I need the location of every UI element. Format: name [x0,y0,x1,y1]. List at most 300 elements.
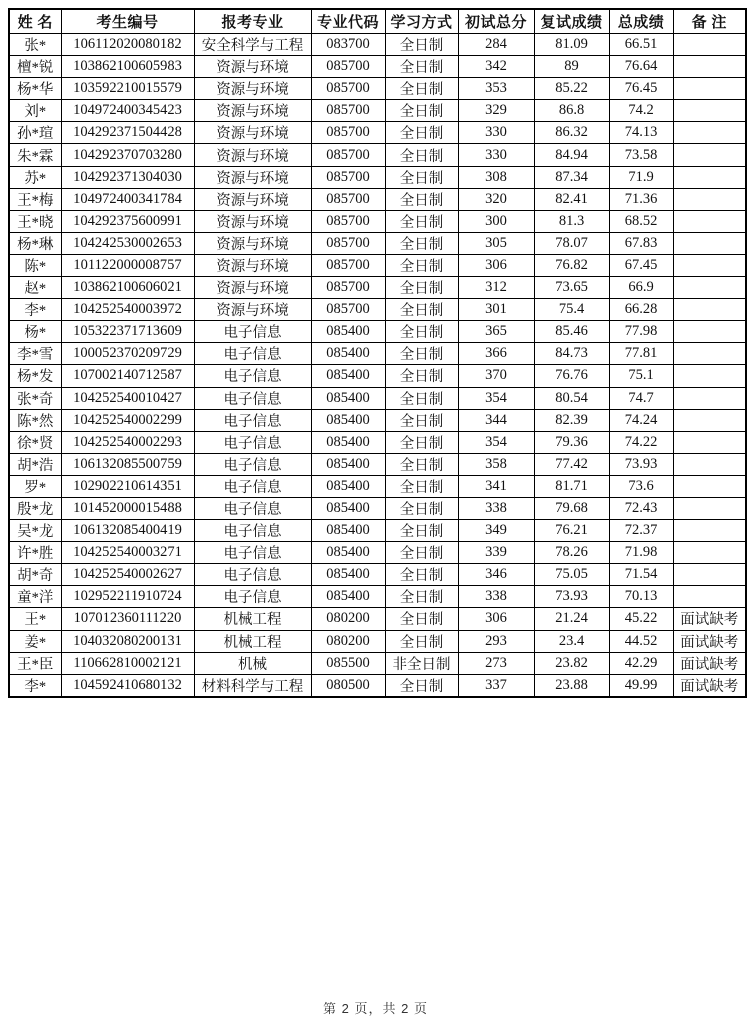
table-cell: 71.54 [609,564,673,586]
table-cell: 23.82 [534,652,609,674]
table-cell: 353 [458,78,534,100]
table-cell: 104242530002653 [61,232,194,254]
table-row [9,78,746,100]
table-cell: 66.9 [609,277,673,299]
table-cell: 檀*锐 [9,56,61,78]
table-cell: 103862100606021 [61,277,194,299]
table-cell: 085400 [311,343,385,365]
table-cell: 胡*奇 [9,564,61,586]
table-cell: 085400 [311,409,385,431]
table-cell: 电子信息 [194,542,311,564]
table-cell: 085700 [311,100,385,122]
table-cell: 全日制 [385,100,458,122]
table-cell: 76.82 [534,254,609,276]
table-cell: 339 [458,542,534,564]
table-cell [673,78,746,100]
table-cell: 284 [458,34,534,56]
table-cell: 104292371504428 [61,122,194,144]
table-cell: 机械工程 [194,608,311,630]
table-cell: 76.76 [534,365,609,387]
table-cell: 吴*龙 [9,520,61,542]
table-cell [673,431,746,453]
table-cell: 085700 [311,188,385,210]
table-row [9,564,746,586]
table-cell [673,409,746,431]
table-cell: 080200 [311,630,385,652]
table-cell: 74.22 [609,431,673,453]
table-cell: 080500 [311,674,385,697]
table-cell: 杨*华 [9,78,61,100]
table-cell: 电子信息 [194,365,311,387]
table-cell: 全日制 [385,542,458,564]
table-cell [673,343,746,365]
table-cell: 085400 [311,321,385,343]
table-cell [673,321,746,343]
table-cell: 104292371304030 [61,166,194,188]
table-cell: 71.36 [609,188,673,210]
table-cell: 305 [458,232,534,254]
table-cell: 77.42 [534,453,609,475]
table-row [9,277,746,299]
table-cell: 083700 [311,34,385,56]
table-row [9,299,746,321]
table-cell [673,497,746,519]
table-cell: 全日制 [385,475,458,497]
table-body [9,34,746,697]
table-cell: 非全日制 [385,652,458,674]
table-cell: 资源与环境 [194,299,311,321]
table-cell [673,475,746,497]
table-row [9,608,746,630]
table-cell: 王*梅 [9,188,61,210]
table-cell: 全日制 [385,674,458,697]
table-row [9,254,746,276]
table-cell: 21.24 [534,608,609,630]
table-cell [673,277,746,299]
table-cell: 电子信息 [194,564,311,586]
table-cell: 电子信息 [194,520,311,542]
table-cell: 76.45 [609,78,673,100]
table-cell: 320 [458,188,534,210]
table-cell: 104032080200131 [61,630,194,652]
table-cell: 张* [9,34,61,56]
table-cell: 电子信息 [194,409,311,431]
table-cell: 资源与环境 [194,144,311,166]
column-header: 总成绩 [609,9,673,34]
table-cell: 76.64 [609,56,673,78]
table-cell: 全日制 [385,144,458,166]
table-cell: 085500 [311,652,385,674]
column-header: 专业代码 [311,9,385,34]
table-cell: 李*雪 [9,343,61,365]
column-header: 考生编号 [61,9,194,34]
table-cell: 73.6 [609,475,673,497]
table-cell: 104292375600991 [61,210,194,232]
table-cell: 王*臣 [9,652,61,674]
table-cell: 杨* [9,321,61,343]
table-cell: 79.36 [534,431,609,453]
table-cell: 全日制 [385,188,458,210]
table-cell: 085400 [311,586,385,608]
table-cell [673,299,746,321]
table-cell: 徐*贤 [9,431,61,453]
table-cell: 罗* [9,475,61,497]
table-cell: 全日制 [385,166,458,188]
table-cell: 67.83 [609,232,673,254]
table-cell: 81.3 [534,210,609,232]
table-cell: 75.4 [534,299,609,321]
table-cell: 面试缺考 [673,652,746,674]
table-cell: 76.21 [534,520,609,542]
table-cell: 085700 [311,254,385,276]
table-cell: 344 [458,409,534,431]
table-cell: 全日制 [385,299,458,321]
table-cell: 资源与环境 [194,254,311,276]
table-cell [673,586,746,608]
column-header: 复试成绩 [534,9,609,34]
table-cell: 王*晓 [9,210,61,232]
table-cell: 资源与环境 [194,188,311,210]
table-cell: 78.07 [534,232,609,254]
table-cell: 104252540002293 [61,431,194,453]
table-cell: 全日制 [385,564,458,586]
table-cell: 全日制 [385,34,458,56]
table-cell: 085700 [311,78,385,100]
table-row [9,475,746,497]
table-cell: 资源与环境 [194,122,311,144]
table-cell: 面试缺考 [673,630,746,652]
table-cell: 085700 [311,56,385,78]
table-row [9,520,746,542]
table-cell: 23.4 [534,630,609,652]
table-cell: 104592410680132 [61,674,194,697]
table-cell: 电子信息 [194,475,311,497]
table-cell: 103862100605983 [61,56,194,78]
table-row [9,144,746,166]
table-cell [673,453,746,475]
table-cell: 44.52 [609,630,673,652]
table-cell: 全日制 [385,343,458,365]
table-cell: 李* [9,299,61,321]
table-cell: 300 [458,210,534,232]
table-cell: 349 [458,520,534,542]
table-cell: 资源与环境 [194,100,311,122]
table-cell: 73.58 [609,144,673,166]
table-cell: 电子信息 [194,343,311,365]
table-cell: 085400 [311,497,385,519]
table-cell: 71.98 [609,542,673,564]
table-cell [673,210,746,232]
table-header-row [9,9,746,34]
table-cell: 330 [458,122,534,144]
table-cell [673,144,746,166]
table-cell: 全日制 [385,608,458,630]
table-cell: 80.54 [534,387,609,409]
table-cell: 资源与环境 [194,78,311,100]
table-cell: 75.05 [534,564,609,586]
table-cell: 293 [458,630,534,652]
table-cell: 全日制 [385,409,458,431]
table-cell: 全日制 [385,78,458,100]
table-cell [673,34,746,56]
table-cell: 85.22 [534,78,609,100]
table-cell: 87.34 [534,166,609,188]
table-cell: 085700 [311,299,385,321]
table-cell: 73.65 [534,277,609,299]
table-cell: 电子信息 [194,387,311,409]
table-cell: 70.13 [609,586,673,608]
table-cell: 81.09 [534,34,609,56]
table-cell: 81.71 [534,475,609,497]
table-cell: 全日制 [385,387,458,409]
table-row [9,630,746,652]
table-cell: 66.51 [609,34,673,56]
table-cell: 全日制 [385,586,458,608]
table-cell: 面试缺考 [673,608,746,630]
table-cell: 材料科学与工程 [194,674,311,697]
table-cell: 085400 [311,475,385,497]
table-cell: 机械工程 [194,630,311,652]
table-cell: 姜* [9,630,61,652]
table-cell: 童*洋 [9,586,61,608]
table-cell: 杨*发 [9,365,61,387]
table-cell: 电子信息 [194,321,311,343]
column-header: 报考专业 [194,9,311,34]
table-cell [673,365,746,387]
table-cell: 107012360111220 [61,608,194,630]
table-cell: 23.88 [534,674,609,697]
table-cell: 68.52 [609,210,673,232]
table-cell: 337 [458,674,534,697]
table-cell: 陈*然 [9,409,61,431]
table-cell: 77.98 [609,321,673,343]
table-cell: 72.37 [609,520,673,542]
table-cell: 赵* [9,277,61,299]
table-row [9,56,746,78]
table-cell: 全日制 [385,56,458,78]
table-row [9,343,746,365]
table-cell: 73.93 [534,586,609,608]
table-cell: 329 [458,100,534,122]
table-cell: 82.41 [534,188,609,210]
table-cell: 312 [458,277,534,299]
table-cell [673,122,746,144]
table-cell: 42.29 [609,652,673,674]
table-row [9,365,746,387]
table-cell: 73.93 [609,453,673,475]
table-cell: 104252540002627 [61,564,194,586]
table-cell: 电子信息 [194,586,311,608]
table-cell: 资源与环境 [194,232,311,254]
table-cell: 085700 [311,122,385,144]
table-cell: 陈* [9,254,61,276]
table-row [9,122,746,144]
column-header: 姓 名 [9,9,61,34]
table-cell: 82.39 [534,409,609,431]
table-row [9,586,746,608]
table-cell: 104292370703280 [61,144,194,166]
table-cell: 86.32 [534,122,609,144]
table-cell: 全日制 [385,277,458,299]
table-cell: 朱*霖 [9,144,61,166]
table-cell: 刘* [9,100,61,122]
table-cell: 107002140712587 [61,365,194,387]
table-cell: 104252540003271 [61,542,194,564]
page-number-footer: 第 2 页，共 2 页 [323,1001,428,1016]
table-cell: 306 [458,254,534,276]
table-cell: 101122000008757 [61,254,194,276]
table-cell [673,520,746,542]
table-cell: 资源与环境 [194,277,311,299]
table-row [9,497,746,519]
table-cell: 全日制 [385,321,458,343]
table-cell: 085400 [311,564,385,586]
table-cell [673,100,746,122]
table-cell: 72.43 [609,497,673,519]
table-cell: 308 [458,166,534,188]
table-cell: 358 [458,453,534,475]
table-cell: 104252540010427 [61,387,194,409]
table-cell: 085400 [311,431,385,453]
table-cell: 085400 [311,520,385,542]
column-header: 备 注 [673,9,746,34]
table-cell [673,188,746,210]
table-cell: 106132085400419 [61,520,194,542]
table-cell: 67.45 [609,254,673,276]
table-cell: 71.9 [609,166,673,188]
table-cell: 苏* [9,166,61,188]
table-cell: 李* [9,674,61,697]
table-cell: 085700 [311,210,385,232]
table-cell [673,166,746,188]
table-row [9,431,746,453]
table-cell [673,254,746,276]
table-cell: 全日制 [385,630,458,652]
table-cell [673,564,746,586]
table-cell: 张*奇 [9,387,61,409]
table-cell: 机械 [194,652,311,674]
table-cell: 77.81 [609,343,673,365]
table-cell: 电子信息 [194,497,311,519]
table-cell: 许*胜 [9,542,61,564]
table-cell [673,56,746,78]
table-cell: 100052370209729 [61,343,194,365]
table-cell: 104972400341784 [61,188,194,210]
table-cell: 全日制 [385,210,458,232]
table-cell: 104972400345423 [61,100,194,122]
table-row [9,321,746,343]
table-cell: 085400 [311,365,385,387]
table-cell: 354 [458,431,534,453]
table-row [9,674,746,697]
table-cell: 85.46 [534,321,609,343]
table-cell: 301 [458,299,534,321]
table-cell: 365 [458,321,534,343]
table-cell: 273 [458,652,534,674]
table-cell: 085700 [311,166,385,188]
table-cell: 殷*龙 [9,497,61,519]
table-cell: 全日制 [385,254,458,276]
table-cell: 84.94 [534,144,609,166]
table-cell: 全日制 [385,365,458,387]
table-cell: 86.8 [534,100,609,122]
table-cell: 341 [458,475,534,497]
table-cell: 102952211910724 [61,586,194,608]
table-cell: 085400 [311,387,385,409]
table-cell [673,232,746,254]
table-cell [673,542,746,564]
table-cell: 104252540003972 [61,299,194,321]
table-cell: 75.1 [609,365,673,387]
table-cell [673,387,746,409]
table-cell: 104252540002299 [61,409,194,431]
table-cell: 电子信息 [194,453,311,475]
table-cell: 资源与环境 [194,56,311,78]
table-cell: 安全科学与工程 [194,34,311,56]
table-cell: 49.99 [609,674,673,697]
table-cell: 370 [458,365,534,387]
table-cell: 电子信息 [194,431,311,453]
table-cell: 085700 [311,144,385,166]
table-cell: 胡*浩 [9,453,61,475]
table-row [9,166,746,188]
table-row [9,232,746,254]
table-cell: 306 [458,608,534,630]
table-cell: 085700 [311,277,385,299]
table-cell: 资源与环境 [194,166,311,188]
table-cell: 338 [458,586,534,608]
table-cell: 资源与环境 [194,210,311,232]
table-cell: 338 [458,497,534,519]
table-cell: 346 [458,564,534,586]
table-cell: 74.7 [609,387,673,409]
table-cell: 74.2 [609,100,673,122]
table-row [9,34,746,56]
table-row [9,210,746,232]
table-row [9,652,746,674]
table-cell: 103592210015579 [61,78,194,100]
table-row [9,100,746,122]
table-cell: 孙*瑄 [9,122,61,144]
results-table [8,8,747,698]
table-row [9,409,746,431]
table-cell: 66.28 [609,299,673,321]
table-cell: 84.73 [534,343,609,365]
table-cell: 78.26 [534,542,609,564]
table-row [9,453,746,475]
table-cell: 105322371713609 [61,321,194,343]
table-cell: 101452000015488 [61,497,194,519]
table-cell: 106112020080182 [61,34,194,56]
table-cell: 杨*琳 [9,232,61,254]
table-cell: 面试缺考 [673,674,746,697]
table-cell: 全日制 [385,520,458,542]
table-cell: 45.22 [609,608,673,630]
table-row [9,188,746,210]
column-header: 学习方式 [385,9,458,34]
table-cell: 354 [458,387,534,409]
table-cell: 89 [534,56,609,78]
table-cell: 全日制 [385,497,458,519]
column-header: 初试总分 [458,9,534,34]
table-row [9,387,746,409]
table-cell: 全日制 [385,453,458,475]
table-cell: 全日制 [385,232,458,254]
table-cell: 080200 [311,608,385,630]
table-cell: 全日制 [385,122,458,144]
table-cell: 全日制 [385,431,458,453]
table-cell: 79.68 [534,497,609,519]
